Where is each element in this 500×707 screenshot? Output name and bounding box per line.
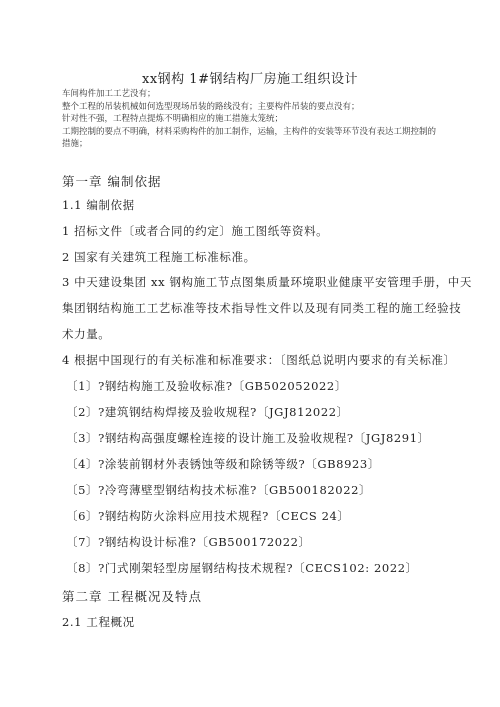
review-note: 措施； [62, 139, 88, 149]
basis-item-3-line-2: 集团钢结构施工工艺标准等技术指导性文件以及现有同类工程的施工经验技 [62, 301, 462, 315]
chapter-2-heading: 第二章 工程概况及特点 [62, 589, 202, 604]
standard-ref-2: 〔2〕?建筑钢结构焊接及验收规程?〔JGJ812022〕 [66, 405, 349, 419]
basis-item-1: 1 招标文件〔或者合同的约定〕施工图纸等资料。 [62, 224, 329, 238]
document-title: xx钢构 1#钢结构厂房施工组织设计 [142, 72, 358, 87]
review-note: 工期控制的要点不明确，材料采购构件的加工制作，运输，主构件的安装等环节没有表达工期控制的 [62, 126, 437, 137]
chapter-1-heading: 第一章 编制依据 [62, 174, 162, 189]
standard-ref-5: 〔5〕?冷弯薄壁型钢结构技术标准?〔GB500182022〕 [66, 483, 372, 497]
standard-ref-3: 〔3〕?钢结构高强度螺栓连接的设计施工及验收规程?〔JGJ8291〕 [66, 431, 430, 445]
basis-item-3-line-1: 3 中天建设集团 xx 钢构施工节点图集质量环境职业健康平安管理手册，中天 [62, 275, 472, 289]
review-note: 整个工程的吊装机械如何选型现场吊装的路线没有；主要构件吊装的要点没有； [62, 101, 360, 112]
standard-ref-4: 〔4〕?涂装前钢材外表锈蚀等级和除锈等级?〔GB8923〕 [66, 457, 380, 471]
section-2-1-heading: 2.1 工程概况 [62, 615, 135, 629]
section-1-1-heading: 1.1 编制依据 [62, 198, 135, 212]
review-note: 针对性不强，工程特点提炼不明确相应的施工措施太笼统； [62, 114, 284, 124]
basis-item-4: 4 根据中国现行的有关标准和标准要求：〔图纸总说明内要求的有关标准〕 [62, 353, 456, 367]
standard-ref-6: 〔6〕?钢结构防火涂料应用技术规程?〔CECS 24〕 [66, 509, 350, 523]
standard-ref-1: 〔1〕?钢结构施工及验收标准?〔GB502052022〕 [66, 379, 347, 393]
review-note: 车间构件加工工艺没有； [62, 89, 156, 99]
standard-ref-8: 〔8〕?门式刚架轻型房屋钢结构技术规程?〔CECS102: 2022〕 [66, 561, 418, 575]
standard-ref-7: 〔7〕?钢结构设计标准?〔GB500172022〕 [66, 535, 311, 549]
basis-item-3-line-3: 术力量。 [62, 327, 111, 341]
basis-item-2: 2 国家有关建筑工程施工标准标准。 [62, 250, 256, 264]
review-notes [62, 88, 472, 151]
